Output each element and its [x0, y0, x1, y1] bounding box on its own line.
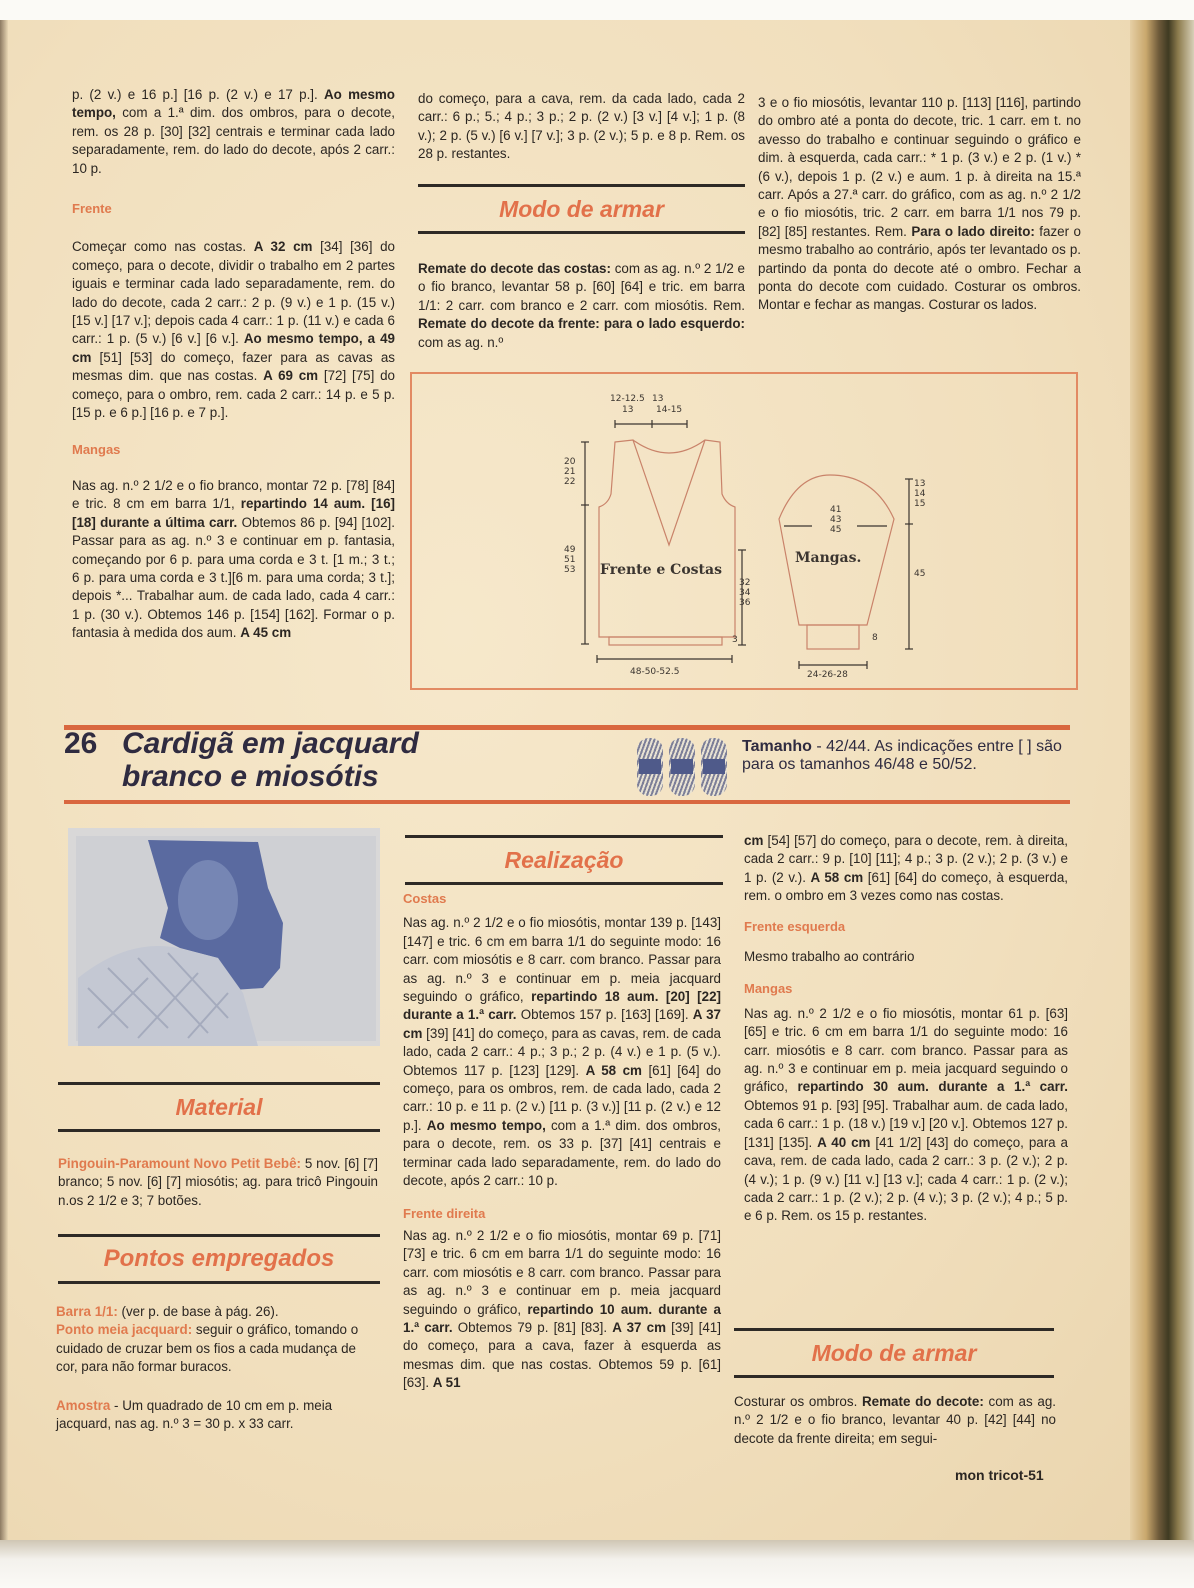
label-length-3: 53	[564, 565, 576, 575]
text-run: fazer o mesmo trabalho ao contrário, após ter levantado os p. partindo da ponta do decote até o ombro. Fechar a ponta do decote com cuidado. Costurar os ombros. Montar e fechar as mangas. Costurar os lados.	[758, 223, 1081, 313]
label-cuff-width: 24-26-28	[807, 670, 848, 680]
label-body-height-3: 36	[739, 598, 751, 608]
bold-run: Ao mesmo tempo,	[426, 1117, 546, 1133]
text-run: com as ag. n.º	[418, 334, 504, 350]
paragraph-costas-end	[72, 86, 395, 178]
paragraph-modo-de-armar	[734, 1393, 1056, 1448]
paragraph-frente-direita-cont	[744, 832, 1068, 906]
label-sleeve-length: 45	[914, 569, 926, 579]
bold-run: Para o lado direito:	[911, 223, 1035, 239]
text-run: Obtemos 86 p. [94] [102]. Passar para as ag. n.º 3 e continuar em p. fantasia, começando por 6 p. para uma corda e 3 t. [1 m.; 3 t.; 6 p. para uma corda e 3 t.][6 m. para uma corda; 3 t.]; depois *... Trabalhar aum. de cada lado, cada 4 carr.: 1 p. (30 v.). Obtemos 146 p. [154] [162]. Formar o p. fantasia à medida dos aum.	[72, 514, 395, 641]
bold-run: Ao mesmo tempo,	[72, 87, 395, 121]
vest-outline	[599, 440, 735, 645]
text-run: p. (2 v.) e 16 p.] [16 p. (2 v.) e 17 p.].	[72, 87, 324, 102]
paragraph-frente-esquerda	[744, 948, 1068, 966]
bold-run: A 58 cm	[585, 1062, 642, 1078]
sleeve-dimension-lines	[784, 479, 913, 669]
heading-costas: Costas	[403, 891, 447, 906]
label-frente-e-costas: Frente e Costas	[600, 562, 722, 578]
text-run: [61] [64] do começo, à esquerda, rem. o ombro em 3 vezes como nas costas.	[744, 869, 1068, 904]
label-sleeve-width-2: 43	[830, 515, 842, 525]
text-run: [51] [53] do começo, fazer para as cavas as mesmas dim. que nas costas.	[72, 349, 395, 384]
text-run: Nas ag. n.º 2 1/2 e o fio miosótis, montar 61 p. [63] [65] e tric. 6 cm em barra 1/1 do seguinte modo: 16 carr. miosótis e 8 carr. com branco. Passar para as ag. n.º 3 e continuar em p. meia jacquard seguindo o gráfico,	[744, 1005, 1068, 1095]
label-shoulder-bottom-right: 14-15	[656, 405, 683, 415]
heading-mangas-lower: Mangas	[744, 981, 793, 997]
heading-modo-de-armar-top: Modo de armar	[418, 184, 745, 234]
lower-column-3	[744, 832, 1068, 1226]
label-body-height-2: 34	[739, 588, 751, 598]
pattern-title	[122, 727, 419, 793]
skein-icon	[701, 738, 727, 796]
highlight-term: Amostra	[56, 1397, 111, 1413]
text-run: - 42/44. As indicações entre [ ] são para os tamanhos 46/48 e 50/52.	[742, 738, 1062, 773]
pattern-title-line-1: Cardigã em jacquard	[122, 727, 419, 760]
bold-run: Tamanho	[742, 738, 812, 755]
paragraph-frente-direita	[403, 1227, 721, 1393]
bold-run: A 40 cm	[817, 1134, 871, 1150]
modo-block	[734, 1393, 1056, 1448]
paragraph-amostra	[56, 1397, 376, 1434]
material-block	[58, 1155, 378, 1210]
label-cap-height-3: 15	[914, 499, 926, 509]
label-armhole-depth-3: 22	[564, 477, 576, 487]
vest-dimension-lines	[581, 420, 746, 663]
skein-icon	[669, 738, 695, 796]
bold-run: A 37 cm	[403, 1007, 721, 1041]
paragraph-costas	[403, 914, 721, 1190]
label-length-2: 51	[564, 555, 576, 565]
header-rule-bottom	[64, 800, 1070, 804]
label-sleeve-width-3: 45	[830, 525, 842, 535]
paragraph-mangas-lower	[744, 1005, 1068, 1226]
text-run: Obtemos 79 p. [81] [83].	[452, 1319, 613, 1335]
bold-run: Ao mesmo tempo, a 49 cm	[72, 331, 395, 365]
text-run: Nas ag. n.º 2 1/2 e o fio branco, montar 72 p. [78] [84] e tric. 8 cm em barra 1/1,	[72, 477, 395, 512]
text-run: Nas ag. n.º 2 1/2 e o fio miosótis, montar 139 p. [143] [147] e tric. 6 cm em barra 1/1 do seguinte modo: 16 carr. com miosótis e 8 carr. com branco. Passar para as ag. n.º 3 e continuar em p. meia jacquard seguindo o gráfico,	[403, 915, 721, 1005]
highlight-term: Barra 1/1:	[56, 1304, 118, 1319]
label-body-width: 48-50-52.5	[630, 667, 680, 677]
text-run: [72] [75] do começo, para o ombro, rem. cada 2 carr.: 14 p. e 5 p. [15 p. e 6 p.] [16 p. e 7 p.].	[72, 368, 395, 421]
photo-svg	[68, 828, 380, 1046]
text-run: Mesmo trabalho ao contrário	[744, 949, 915, 965]
bold-run: A 69 cm	[263, 368, 319, 384]
paragraph-mangas	[72, 477, 395, 643]
label-armhole-depth-2: 21	[564, 467, 576, 477]
text-run: seguir o gráfico, tomando o cuidado de cruzar bem os fios a cada mudança de cor, para não formar buracos.	[56, 1322, 359, 1375]
paragraph-material	[58, 1155, 378, 1210]
text-run: Começar como nas costas.	[72, 239, 254, 255]
paragraph-frente	[72, 238, 395, 422]
paragraph-lado-esquerdo	[758, 94, 1081, 315]
bold-run: repartindo 14 aum. [16] [18] durante a última carr.	[72, 496, 395, 530]
text-run: [61] [64] do começo, para os ombros, rem. de cada lado, cada 2 carr.: 10 p. e 11 p. (2 v.) [11 p. (3 v.)] [11 p. (2 v.) e 12 p.].	[403, 1062, 721, 1133]
paragraph-barra	[56, 1303, 376, 1321]
bold-run: repartindo 30 aum. durante a 1.ª carr.	[797, 1079, 1068, 1095]
label-shoulder-top-left: 12-12.5	[610, 394, 645, 404]
yarn-skeins-difficulty-icon	[637, 738, 727, 796]
bold-run: repartindo 18 aum. [20] [22] durante a 1.ª carr.	[403, 989, 721, 1023]
top-column-2-armar	[418, 260, 745, 352]
text-run: Nas ag. n.º 2 1/2 e o fio miosótis, montar 69 p. [71] [73] e tric. 6 cm em barra 1/1 do seguinte modo: 16 carr. com miosótis e 8 carr. com branco. Passar para as ag. n.º 3 e continuar em p. meia jacquard seguindo o gráfico,	[403, 1227, 721, 1317]
pattern-title-line-2: branco e miosótis	[122, 760, 379, 793]
text-run: com as ag. n.º 2 1/2 e o fio branco, levantar 40 p. [42] [44] no decote da frente direita; em segui-	[734, 1394, 1057, 1446]
highlight-term: Ponto meia jacquard:	[56, 1322, 193, 1338]
size-info	[742, 738, 1067, 774]
text-run: Obtemos 91 p. [93] [95]. Trabalhar aum. de cada lado, cada 6 carr.: 1 p. (18 v.) [19 v.] [20 v.]. Obtemos 127 p. [131] [135].	[744, 1097, 1068, 1150]
heading-modo-de-armar-lower: Modo de armar	[734, 1328, 1054, 1378]
top-column-1	[72, 86, 395, 643]
paragraph-ponto-jacquard	[56, 1321, 376, 1376]
text-run: com as ag. n.º 2 1/2 e o fio branco, levantar 58 p. [60] [64] e tric. em barra 1/1: 2 carr. com branco e 2 carr. com miosótis. Rem.	[418, 261, 745, 313]
text-run: [39] [41] do começo, para a cava, fazer à esquerda as mesmas dim. que nas costas. Obtemos 59 p. [61] [63].	[403, 1319, 721, 1391]
realizacao-block	[403, 890, 721, 1393]
bold-run: Remate do decote da frente: para o lado esquerdo:	[418, 316, 745, 332]
schematic-diagram	[410, 372, 1078, 690]
paragraph-remate-decote	[418, 260, 745, 352]
text-run: [54] [57] do começo, para o decote, rem. à direita, cada 2 carr.: 9 p. [10] [11]; 4 p.; 3 p. (2 v.); 2 p. (3 v.) e 1 p. (2 v.).	[744, 833, 1068, 885]
label-mangas: Mangas.	[795, 550, 862, 566]
label-body-height-1: 32	[739, 578, 751, 588]
text-run: - Um quadrado de 10 cm em p. meia jacquard, nas ag. n.º 3 = 30 p. x 33 carr.	[56, 1397, 333, 1432]
page-edge-shadow	[0, 20, 8, 1545]
heading-frente-direita: Frente direita	[403, 1205, 486, 1221]
label-rib-height: 3	[732, 635, 738, 645]
label-cap-height-2: 14	[914, 489, 926, 499]
text-run: [41 1/2] [43] do começo, para a cava, rem. de cada lado, cada 2 carr.: 3 p. (2 v.); 2 p. (4 v.); 1 p. (9 v.) [11 v.] [13 v.]; cada 4 carr.: 1 p. (2 v.); cada 2 carr.: 1 p. (2 v.); 2 p. (4 v.); 3 p. (2 v.); 4 p.; 5 p. e 6 p. Rem. os 15 p. restantes.	[744, 1134, 1069, 1224]
label-cap-height-1: 13	[914, 479, 926, 489]
schematic-svg	[412, 374, 1080, 692]
top-column-3	[758, 94, 1081, 315]
cardigan-photo	[68, 828, 380, 1046]
text-run: Costurar os ombros.	[734, 1394, 863, 1409]
paragraph-cava	[418, 90, 745, 164]
highlight-term: Pingouin-Paramount Novo Petit Bebê:	[58, 1156, 301, 1171]
bold-run: A 58 cm	[810, 869, 864, 885]
text-run: [34] [36] do começo, para o decote, dividir o trabalho em 2 partes iguais e terminar cada lado separadamente, rem. do lado do decote, cada 2 carr.: 2 p. (9 v.) e 1 p. (15 v.) [15 v.] [17 v.]; depois cada 4 carr.: 1 p. (11 v.) e cada 6 carr.: 1 p. (5 v.) [6 v.] [6 v.].	[72, 239, 395, 347]
pattern-number: 26	[64, 727, 98, 760]
heading-realizacao: Realização	[405, 835, 723, 885]
label-shoulder-bottom-left: 13	[622, 405, 634, 415]
heading-frente: Frente	[72, 201, 112, 217]
bold-run: Remate do decote:	[862, 1394, 984, 1409]
text-run: (ver p. de base à pág. 26).	[117, 1304, 279, 1319]
label-sleeve-width-1: 41	[830, 505, 842, 515]
pontos-block	[56, 1303, 376, 1433]
heading-pontos-empregados: Pontos empregados	[58, 1234, 380, 1284]
label-length-1: 49	[564, 545, 576, 555]
bold-run: A 37 cm	[612, 1319, 666, 1335]
bold-run: A 51	[432, 1375, 461, 1391]
text-run: com a 1.ª dim. dos ombros, para o decote, rem. os 28 p. [30] [32] centrais e terminar cada lado separadamente, rem. do lado do decote, após 2 carr.: 10 p.	[72, 105, 395, 176]
bold-run: A 32 cm	[253, 239, 313, 255]
heading-mangas: Mangas	[72, 441, 121, 457]
book-spine	[1130, 20, 1194, 1545]
top-column-2	[418, 90, 745, 164]
heading-frente-esquerda: Frente esquerda	[744, 918, 846, 934]
label-armhole-depth-1: 20	[564, 457, 576, 467]
bold-run: Remate do decote das costas:	[418, 261, 611, 276]
text-run: Obtemos 157 p. [163] [169].	[516, 1007, 693, 1023]
label-cuff-height: 8	[872, 633, 878, 643]
skein-icon	[637, 738, 663, 796]
text-run: [39] [41] do começo, para as cavas, rem. de cada lado, cada 2 carr.: 4 p.; 3 p.; 2 p. (4 v.) e 1 p. (5 v.). Obtemos 117 p. [123] [129].	[403, 1025, 721, 1078]
bold-run: A 45 cm	[240, 625, 292, 641]
scan-bottom-edge	[0, 1540, 1194, 1588]
text-run: com a 1.ª dim. dos ombros, para o decote, rem. os 33 p. [37] [41] centrais e terminar cada lado separadamente, rem. do lado do decote, após 2 carr.: 10 p.	[403, 1117, 721, 1189]
label-shoulder-top-right: 13	[652, 394, 664, 404]
bold-run: cm	[744, 833, 764, 848]
text-run: do começo, para a cava, rem. da cada lado, cada 2 carr.: 6 p.; 5.; 4 p.; 3 p.; 2 p. (2 v.) [3 v.] [4 v.]; 1 p. (8 v.); 2 p. (5 v.) [6 v.] [7 v.]; 3 p. (2 v.); 5 p. e 8 p. Rem. os 28 p. restantes.	[418, 91, 745, 162]
text-run: 3 e o fio miosótis, levantar 110 p. [113] [116], partindo do ombro até a ponta do decote, tric. 1 carr. em t. no avesso do trabalho e continuar seguindo o gráfico e dim. à esquerda, cada carr.: * 1 p. (3 v.) e 2 p. (1 v.) * (6 v.), depois 1 p. (2 v.) e aum. 1 p. à direita na 15.ª carr. Após a 27.ª carr. do gráfico, com as ag. n.º 2 1/2 e o fio miosótis, tric. 2 carr. em barra 1/1 nos 79 p. [82] [85] restantes. Rem.	[758, 95, 1081, 239]
bold-run: repartindo 10 aum. durante a 1.ª carr.	[403, 1301, 722, 1335]
page-footer: mon tricot-51	[955, 1467, 1044, 1483]
heading-material: Material	[58, 1082, 380, 1132]
text-run: 5 nov. [6] [7] branco; 5 nov. [6] [7] miosótis; ag. para tricô Pingouin n.os 2 1/2 e 3; 7 botões.	[58, 1156, 379, 1208]
